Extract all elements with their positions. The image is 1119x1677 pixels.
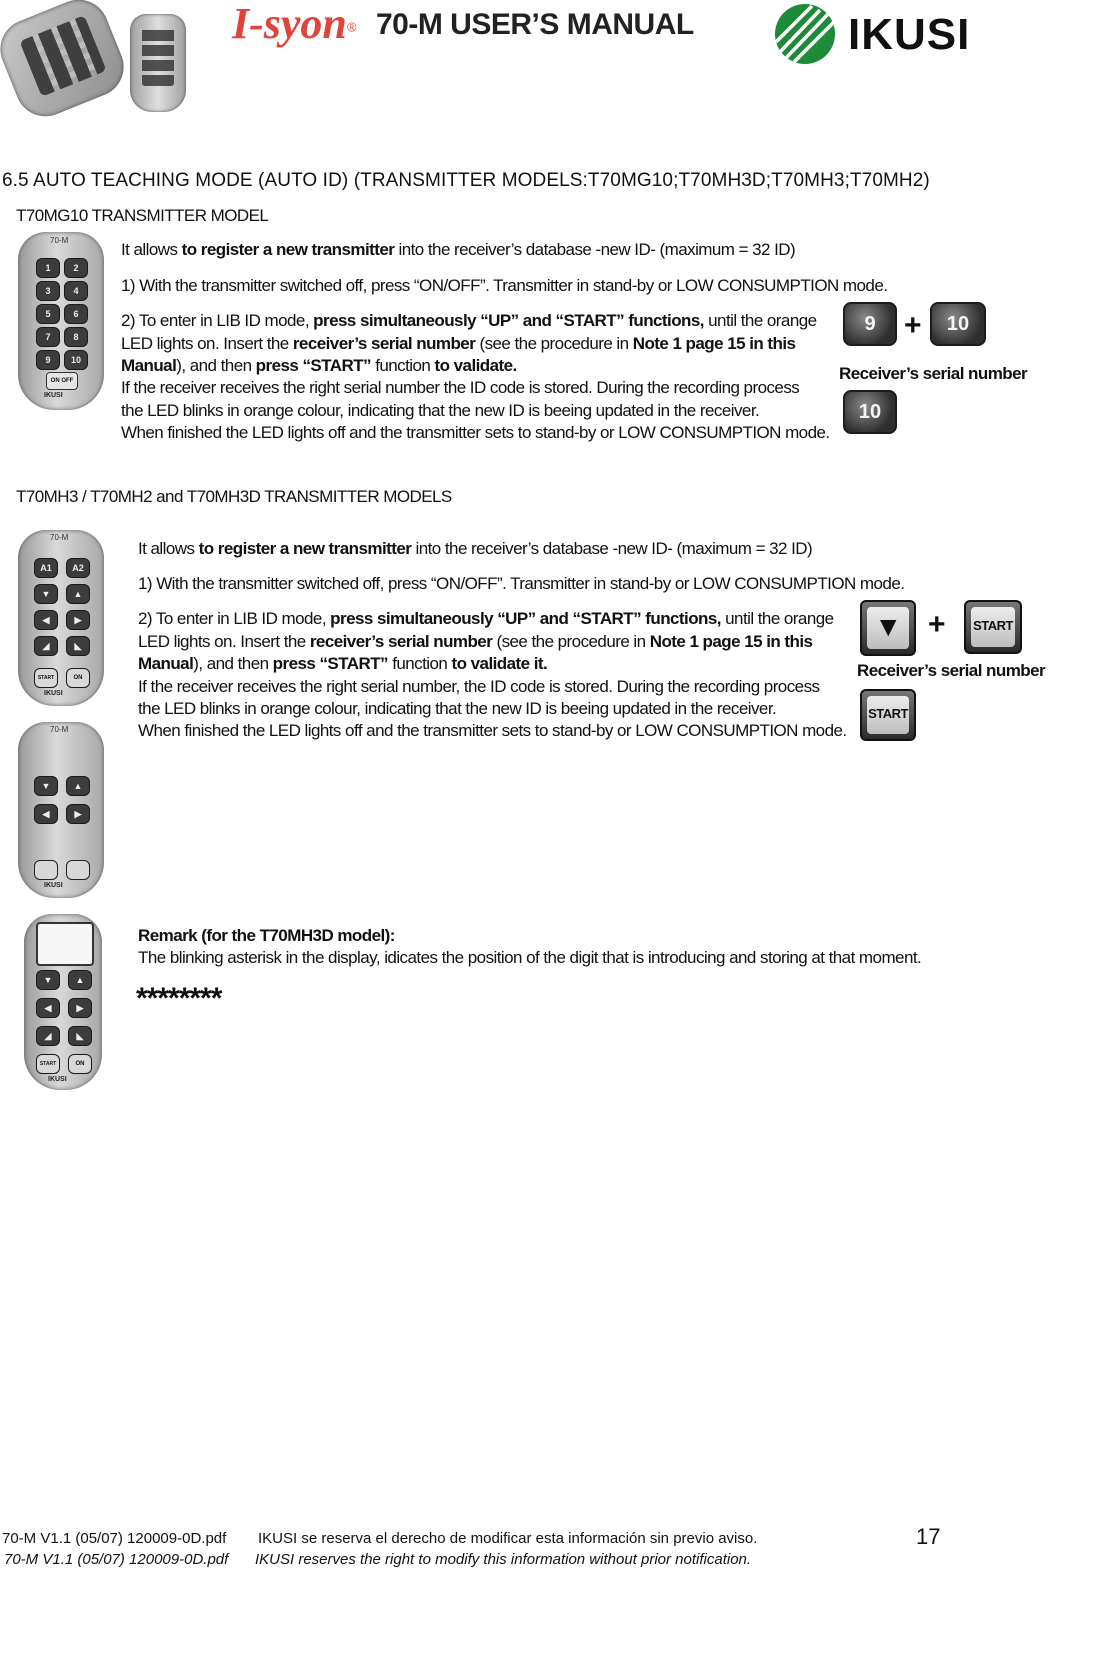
mh-paragraph-3-line-3: Manual), and then press “START” function to validate it.: [138, 654, 548, 673]
remote-display: [36, 922, 94, 966]
remote-key: ▲: [68, 970, 92, 990]
remote-logo: IKUSI: [44, 882, 63, 889]
plus-sign: +: [928, 608, 946, 641]
mh3d-remote-image: [24, 914, 102, 1090]
remote-key: ◢: [36, 1026, 60, 1046]
remote-key: ▶: [66, 804, 90, 824]
ikusi-wordmark: IKUSI: [848, 10, 971, 59]
remark-body: The blinking asterisk in the display, idicates the position of the digit that is introducing and storing at that moment.: [138, 948, 922, 967]
brand-logo: I-syon®: [232, 0, 357, 48]
mg10-paragraph-4-line-1: If the receiver receives the right serial number the ID code is stored. During the recording process: [121, 378, 800, 397]
remote-key: ▶: [66, 610, 90, 630]
mg10-paragraph-1: It allows to register a new transmitter into the receiver’s database -new ID- (maximum = 32 ID): [121, 240, 796, 259]
remote-key: 1: [36, 258, 60, 278]
mg10-remote-image: [18, 232, 104, 410]
remote-model-label: 70-M: [50, 725, 69, 734]
remote-key: 8: [64, 327, 88, 347]
remote-key: 2: [64, 258, 88, 278]
section-heading: 6.5 AUTO TEACHING MODE (AUTO ID) (TRANSMITTER MODELS:T70MG10;T70MH3D;T70MH3;T70MH2): [2, 170, 930, 191]
mg10-paragraph-3-line-2: LED lights on. Insert the receiver’s serial number (see the procedure in Note 1 page 15 in this: [121, 334, 796, 353]
remote-key: ▶: [68, 998, 92, 1018]
remote-key: ▼: [36, 970, 60, 990]
remote-key: START: [36, 1054, 60, 1074]
plus-sign: +: [904, 309, 922, 342]
remote-key: 4: [64, 281, 88, 301]
ikusi-globe-icon: [770, 2, 840, 66]
remote-key: 6: [64, 304, 88, 324]
remote-model-label: 70-M: [50, 533, 69, 542]
page-number: 17: [916, 1524, 941, 1549]
mh-paragraph-4-line-3: When finished the LED lights off and the transmitter sets to stand-by or LOW CONSUMPTION mode.: [138, 721, 847, 740]
mh-paragraph-2: 1) With the transmitter switched off, press “ON/OFF”. Transmitter in stand-by or LOW CONSUMPTION mode.: [138, 574, 905, 593]
start-key-validate-image: [860, 689, 916, 741]
ikusi-logo: [770, 2, 980, 68]
mg10-paragraph-4-line-3: When finished the LED lights off and the transmitter sets to stand-by or LOW CONSUMPTION mode.: [121, 423, 830, 442]
mh-serial-label: Receiver’s serial number: [857, 661, 1046, 680]
footer-note-en: IKUSI reserves the right to modify this information without prior notification.: [255, 1551, 752, 1568]
remote-round-key: [34, 860, 58, 880]
mh-paragraph-4-line-1: If the receiver receives the right serial number, the ID code is stored. During the recording process: [138, 677, 820, 696]
remote-key: 3: [36, 281, 60, 301]
remote-key: ON: [68, 1054, 92, 1074]
key-9-image: 9: [843, 302, 897, 346]
mg10-paragraph-3-line-3: Manual), and then press “START” function to validate.: [121, 356, 517, 375]
remote-key: ◢: [34, 636, 58, 656]
key-10-validate-image: 10: [843, 390, 897, 434]
remote-onoff-key: ON OFF: [46, 372, 78, 390]
remote-key: ◀: [34, 804, 58, 824]
mh-paragraph-4-line-2: the LED blinks in orange colour, indicating that the new ID is beeing updated in the receiver.: [138, 699, 777, 718]
start-key-image: [964, 600, 1022, 654]
remote-key: ◣: [68, 1026, 92, 1046]
mg10-serial-label: Receiver’s serial number: [839, 364, 1028, 383]
header-remote-small: [130, 14, 186, 112]
remote-round-key: [66, 860, 90, 880]
mg10-paragraph-3-line-1: 2) To enter in LIB ID mode, press simultaneously “UP” and “START” functions, until the orange: [121, 311, 817, 330]
manual-title: 70-M USER’S MANUAL: [376, 8, 694, 41]
mh-subtitle: T70MH3 / T70MH2 and T70MH3D TRANSMITTER MODELS: [16, 487, 452, 506]
remote-key: ◣: [66, 636, 90, 656]
up-key-image: [860, 600, 916, 656]
remote-key: ◀: [36, 998, 60, 1018]
remote-key: START: [34, 668, 58, 688]
mh-paragraph-3-line-2: LED lights on. Insert the receiver’s serial number (see the procedure in Note 1 page 15 in this: [138, 632, 813, 651]
mh-paragraph-3-line-1: 2) To enter in LIB ID mode, press simultaneously “UP” and “START” functions, until the orange: [138, 609, 834, 628]
remote-key: A2: [66, 558, 90, 578]
remote-logo: IKUSI: [44, 392, 63, 399]
start-key-label: START: [971, 607, 1015, 647]
start-key-label: START: [867, 696, 909, 734]
footer-note-es: IKUSI se reserva el derecho de modificar esta información sin previo aviso.: [258, 1530, 758, 1547]
remote-key: ▼: [34, 584, 58, 604]
remote-key: 7: [36, 327, 60, 347]
remote-key: ▲: [66, 584, 90, 604]
remote-key: 10: [64, 350, 88, 370]
footer-file-es: 70-M V1.1 (05/07) 120009-0D.pdf: [2, 1530, 227, 1547]
mh3-remote-image: [18, 530, 104, 706]
remark-title: Remark (for the T70MH3D model):: [138, 926, 395, 945]
remote-key: A1: [34, 558, 58, 578]
mg10-subtitle: T70MG10 TRANSMITTER MODEL: [16, 206, 269, 225]
remark-asterisks: ********: [136, 982, 222, 1015]
mg10-paragraph-2: 1) With the transmitter switched off, press “ON/OFF”. Transmitter in stand-by or LOW CONSUMPTION mode.: [121, 276, 888, 295]
remote-key: ◀: [34, 610, 58, 630]
remote-key: 9: [36, 350, 60, 370]
remote-key: ▼: [34, 776, 58, 796]
remote-key: ▲: [66, 776, 90, 796]
remote-key: 5: [36, 304, 60, 324]
footer-file-en: 70-M V1.1 (05/07) 120009-0D.pdf: [4, 1551, 229, 1568]
header-remote-large: [6, 8, 118, 108]
key-10-image: 10: [930, 302, 986, 346]
mh-paragraph-1: It allows to register a new transmitter into the receiver’s database -new ID- (maximum = 32 ID): [138, 539, 813, 558]
up-arrow-icon: ▼: [867, 607, 909, 649]
remote-logo: IKUSI: [44, 690, 63, 697]
mh2-remote-image: [18, 722, 104, 898]
mg10-paragraph-4-line-2: the LED blinks in orange colour, indicating that the new ID is beeing updated in the receiver.: [121, 401, 760, 420]
remote-model-label: 70-M: [50, 236, 69, 245]
remote-logo: IKUSI: [48, 1076, 67, 1083]
remote-key: ON: [66, 668, 90, 688]
